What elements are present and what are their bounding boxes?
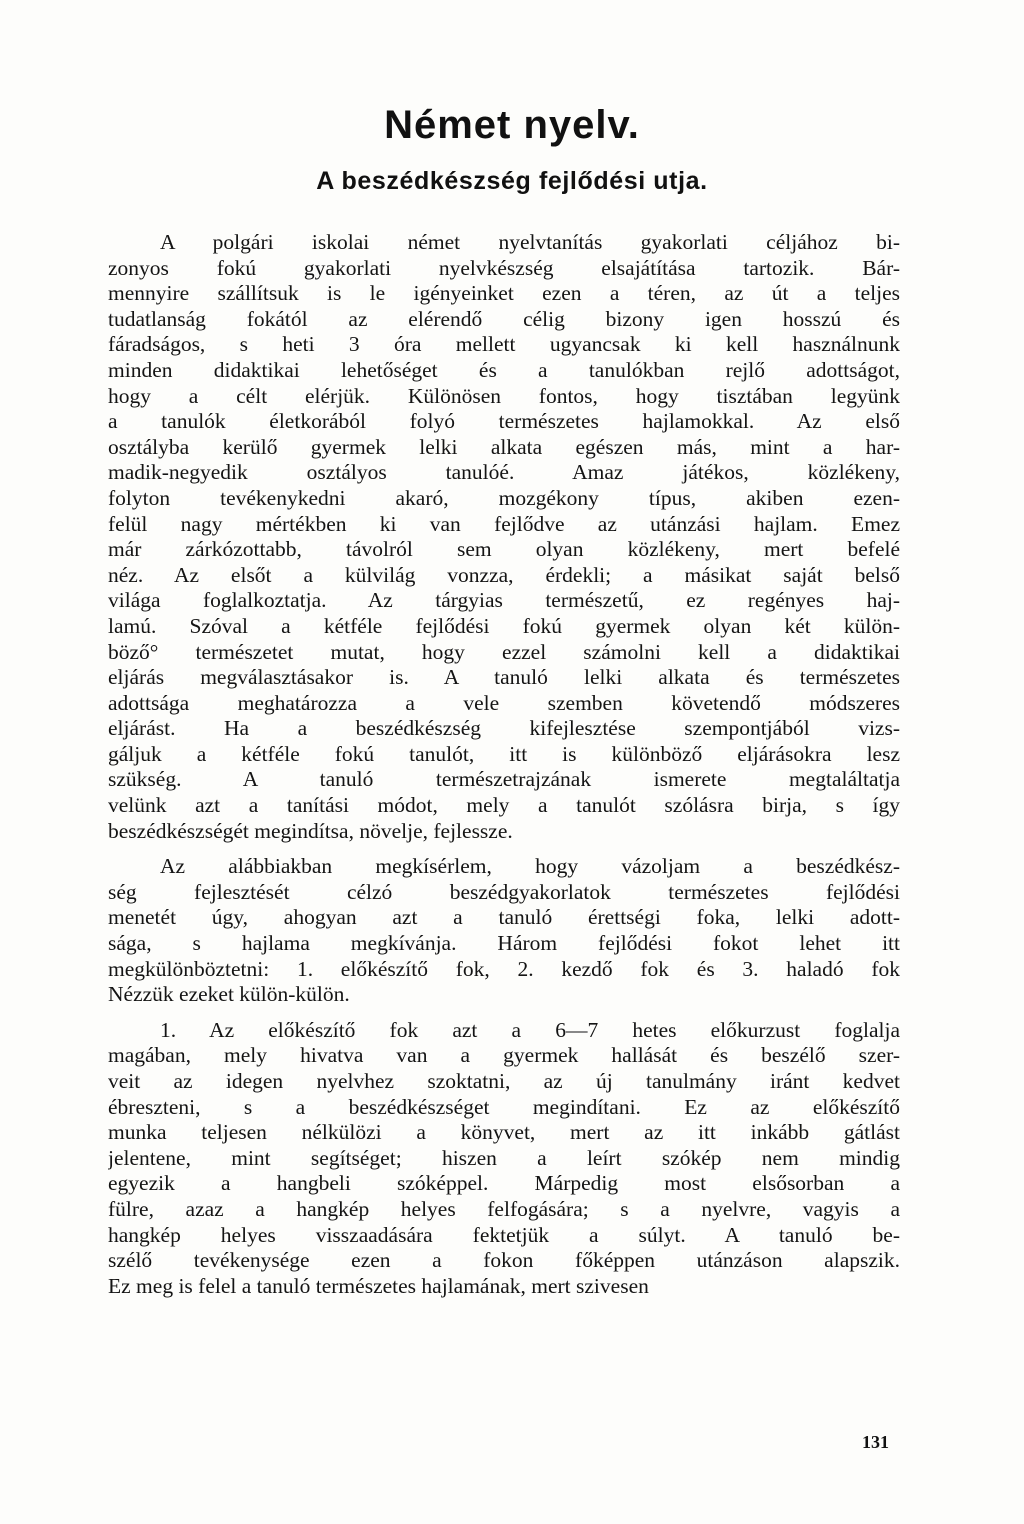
text-line: felül nagy mértékben ki van fejlődve az utánzási hajlam. Emez xyxy=(108,511,900,536)
text-line: szükség. A tanuló természetrajzának ismerete megtaláltatja xyxy=(108,767,900,792)
text-line: fáradságos, s heti 3 óra mellett ugyancsak ki kell használnunk xyxy=(108,332,900,357)
text-line: világa foglalkoztatja. Az tárgyias természetű, ez regényes haj- xyxy=(108,588,900,613)
text-line: Az alábbiakban megkísérlem, hogy vázoljam a beszédkész- xyxy=(160,854,900,879)
text-line: Nézzük ezeket külön-külön. xyxy=(108,982,350,1007)
page-number: 131 xyxy=(862,1432,889,1452)
page-subtitle: A beszédkészség fejlődési utja. xyxy=(316,167,708,195)
text-line: madik-negyedik osztályos tanulóé. Amaz játékos, közlékeny, xyxy=(108,460,900,485)
text-line: zonyos fokú gyakorlati nyelvkészség elsajátítása tartozik. Bár- xyxy=(108,255,900,280)
text-line: adottsága meghatározza a vele szemben követendő módszeres xyxy=(108,690,900,715)
text-line: hangkép helyes visszaadására fektetjük a súlyt. A tanuló be- xyxy=(108,1222,900,1247)
text-line: szélő tevékenysége ezen a fokon főképpen utánzáson alapszik. xyxy=(108,1248,900,1273)
text-line: minden didaktikai lehetőséget és a tanulókban rejlő adottságot, xyxy=(108,357,900,382)
text-line: folyton tevékenykedni akaró, mozgékony típus, akiben ezen- xyxy=(108,485,900,510)
text-line: mennyire szállítsuk is le igényeinket ezen a téren, az út a teljes xyxy=(108,281,900,306)
text-line: ébreszteni, s a beszédkészséget megindítani. Ez az előkészítő xyxy=(108,1094,900,1119)
text-line: egyezik a hangbeli szóképpel. Márpedig most elsősorban a xyxy=(108,1171,900,1196)
text-line: hogy a célt elérjük. Különösen fontos, hogy tisztában legyünk xyxy=(108,383,900,408)
text-line: gáljuk a kétféle fokú tanulót, itt is különböző eljárásokra lesz xyxy=(108,741,900,766)
text-line: tudatlanság fokától az elérendő célig bizony igen hosszú és xyxy=(108,306,900,331)
text-line: lamú. Szóval a kétféle fejlődési fokú gyermek olyan két külön- xyxy=(108,613,900,638)
text-line: eljárást. Ha a beszédkészség kifejlesztése szempontjából vizs- xyxy=(108,716,900,741)
text-line: eljárás megválasztásakor is. A tanuló lelki alkata és természetes xyxy=(108,665,900,690)
paragraph xyxy=(108,1018,900,1300)
text-line: böző° természetet mutat, hogy ezzel számolni kell a didaktikai xyxy=(108,639,900,664)
paragraph xyxy=(108,854,900,1008)
text-line: menetét úgy, ahogyan azt a tanuló érettségi foka, lelki adott- xyxy=(108,905,900,930)
text-line: 1. Az előkészítő fok azt a 6—7 hetes előkurzust foglalja xyxy=(160,1017,900,1042)
text-line: A polgári iskolai német nyelvtanítás gyakorlati céljához bi- xyxy=(160,230,900,254)
text-line: már zárkózottabb, távolról sem olyan közlékeny, mert befelé xyxy=(108,537,900,562)
text-line: néz. Az elsőt a külvilág vonzza, érdekli; a másikat saját belső xyxy=(108,562,900,587)
page-title: Német nyelv. xyxy=(384,103,640,147)
text-line: osztályba kerülő gyermek lelki alkata egészen más, mint a har- xyxy=(108,434,900,459)
text-line: velünk azt a tanítási módot, mely a tanulót szólásra birja, s így xyxy=(108,793,900,818)
text-line: magában, mely hivatva van a gyermek hallását és beszélő szer- xyxy=(108,1043,900,1068)
text-line: fülre, azaz a hangkép helyes felfogására; s a nyelvre, vagyis a xyxy=(108,1196,900,1221)
text-line: Ez meg is felel a tanuló természetes hajlamának, mert szivesen xyxy=(108,1273,649,1298)
text-line: a tanulók életkorából folyó természetes hajlamokkal. Az első xyxy=(108,409,900,434)
paragraph xyxy=(108,230,900,844)
text-line: jelentene, mint segítséget; hiszen a leírt szókép nem mindig xyxy=(108,1145,900,1170)
body-text xyxy=(108,230,900,1299)
text-line: sága, s hajlama megkívánja. Három fejlődési fokot lehet itt xyxy=(108,931,900,956)
text-line: beszédkészségét megindítsa, növelje, fejlessze. xyxy=(108,818,513,843)
text-line: megkülönböztetni: 1. előkészítő fok, 2. kezdő fok és 3. haladó fok xyxy=(108,956,900,981)
text-line: ség fejlesztését célzó beszédgyakorlatok természetes fejlődési xyxy=(108,879,900,904)
text-line: munka teljesen nélkülözi a könyvet, mert az itt inkább gátlást xyxy=(108,1120,900,1145)
text-line: veit az idegen nyelvhez szoktatni, az új tanulmány iránt kedvet xyxy=(108,1069,900,1093)
